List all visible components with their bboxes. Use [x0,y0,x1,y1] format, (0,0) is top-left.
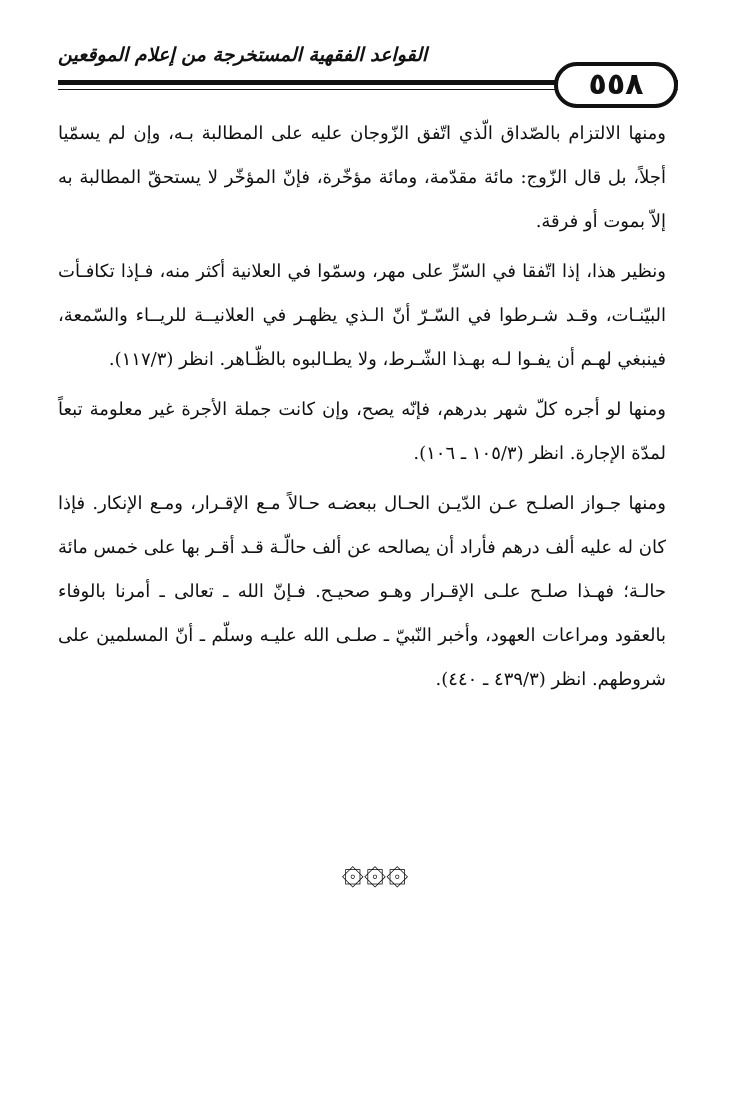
paragraph-debt-settlement: ومنها جـواز الصلـح عـن الدّيـن الحـال ببعضـه حـالاً مـع الإقـرار، ومـع الإنكار. فإذا كان له عليه ألف درهم فأراد أن يصالحه عن ألف حالّـة قـد أقـر بها على خمس مائة حالـة؛ فهـذا صلـح علـى الإقـرار وهـو صحيـح. فـإنّ الله ـ تعالى ـ أمرنا بالوفاء بالعقود ومراعات العهود، وأخبر النّبيّ ـ صلـى الله عليـه وسلّم ـ أنّ المسلمين على شروطهم. انظر (٤٣٩/٣ ـ ٤٤٠). [58,493,666,690]
running-title: القواعد الفقهية المستخرجة من إعلام الموقعين [58,44,428,66]
paragraph-mahr-deferred: ومنها الالتزام بالصّداق الّذي اتّفق الزّوجان عليه على المطالبة بـه، وإن لم يسمّيا أجلاً، بل قال الزّوج: مائة مقدّمة، ومائة مؤخّرة، فإنّ المؤخّر لا يستحقّ المطالبة به إلاّ بموت أو فرقة. [58,123,666,232]
page-number-badge [554,62,678,108]
page-number: ٥٥٨ [588,67,644,102]
section-end-ornament: ۞۞۞ [341,848,409,892]
paragraph-monthly-rent: ومنها لو أجره كلّ شهر بدرهم، فإنّه يصح، وإن كانت جملة الأجرة غير معلومة تبعاً لمدّة الإجارة. انظر (١٠٥/٣ ـ ١٠٦). [58,399,666,464]
page-body [58,112,666,708]
page-header [58,44,678,104]
paragraph-secret-agreement: ونظير هذا، إذا اتّفقا في السّرِّ على مهر، وسمّوا في العلانية أكثر منه، فـإذا تكافـأت البيّنـات، وقـد شـرطوا في السّـرّ أنّ الـذي يظهـر في العلانيــة للريــاء والسّمعة، فينبغي لهـم أن يفـوا لـه بهـذا الشّـرط، ولا يطـالبوه بالظّـاهر. انظر (١١٧/٣). [58,261,666,370]
